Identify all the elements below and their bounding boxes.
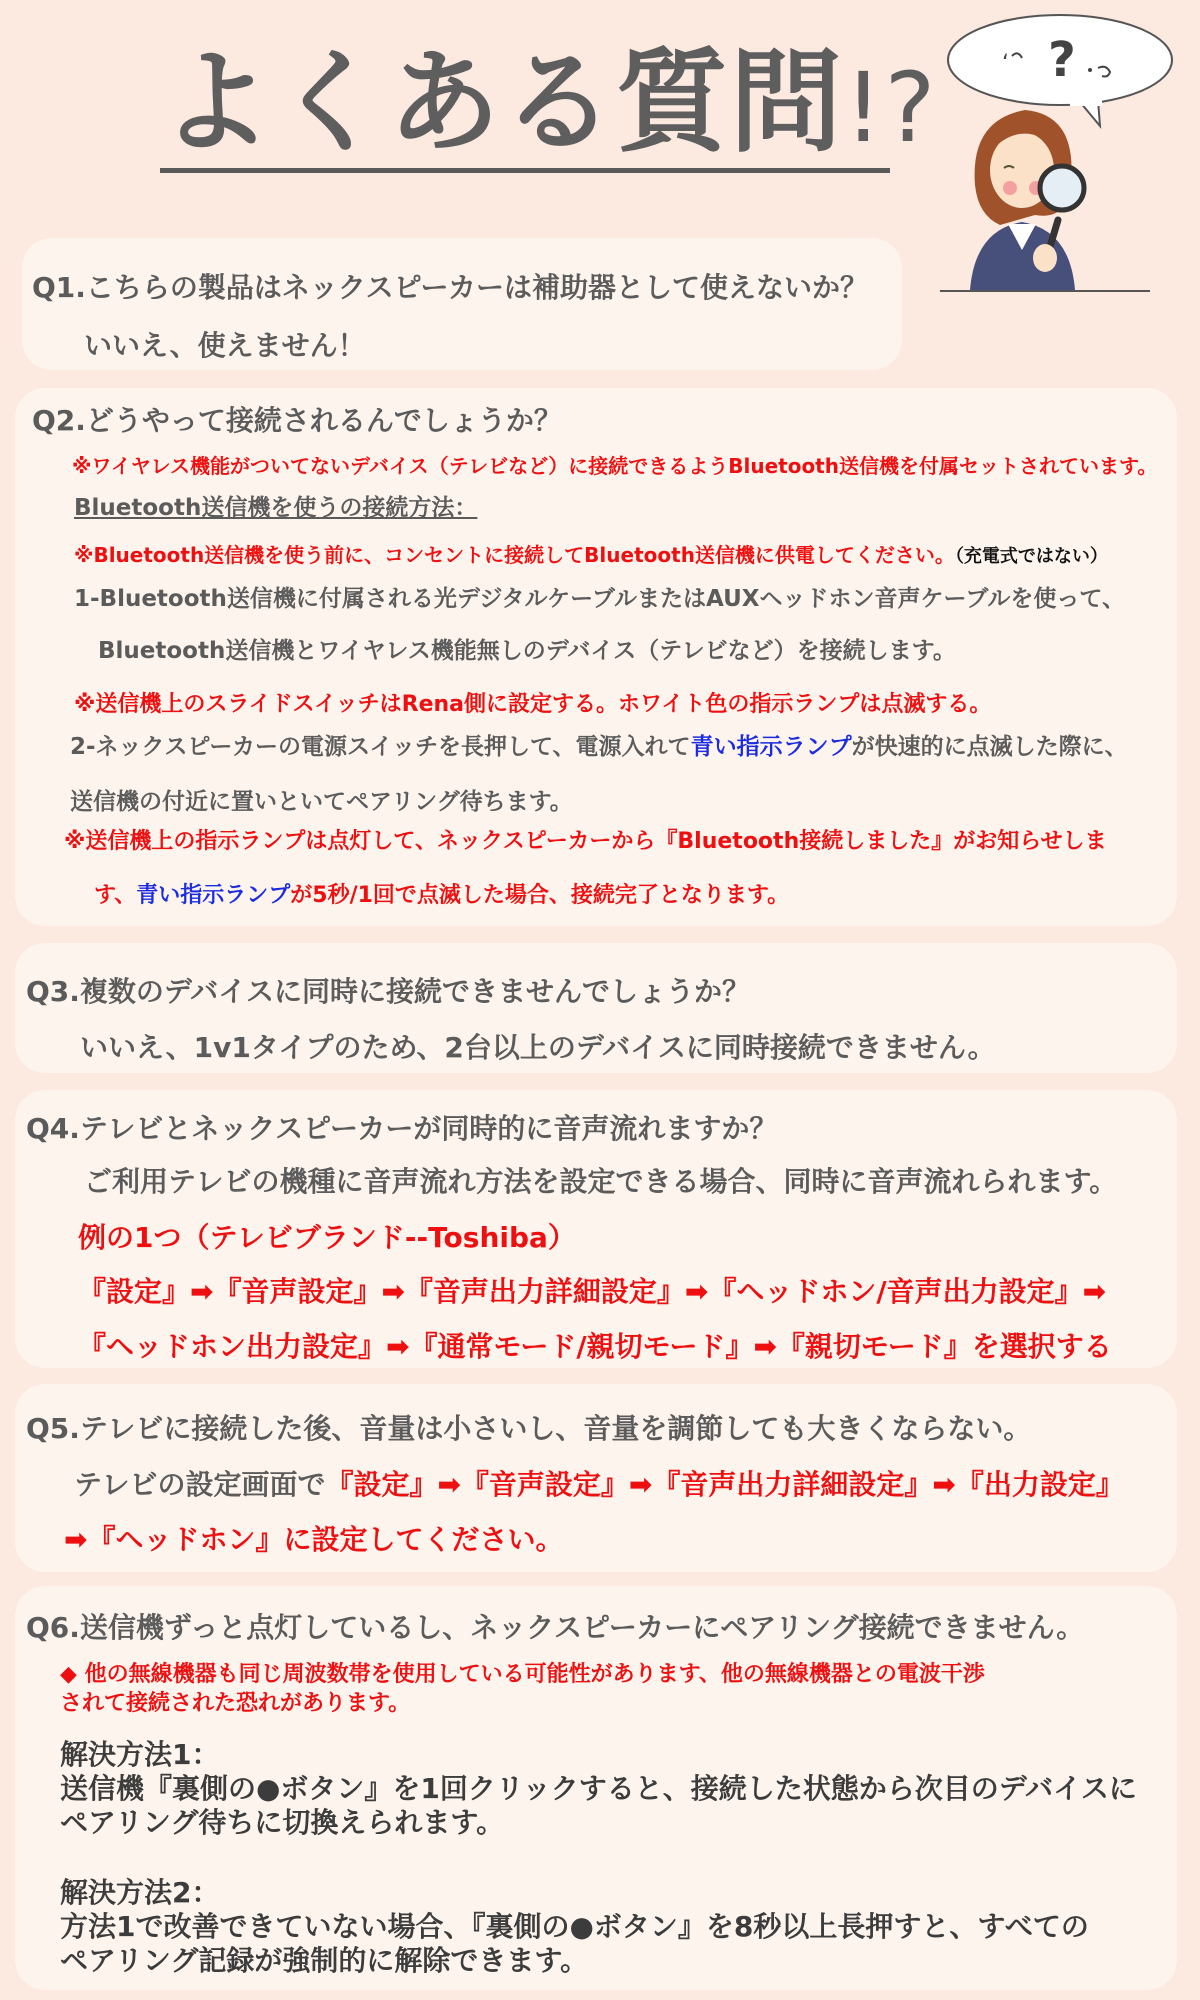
- q1-question: Q1.こちらの製品はネックスピーカーは補助器として使えないか？: [32, 271, 868, 304]
- woman-with-magnifier-illustration: [940, 10, 1190, 300]
- q2-step1-line1: 1-Bluetooth送信機に付属される光デジタルケーブルまたはAUXヘッドホン音声ケーブルを使って、: [74, 586, 1125, 612]
- q2-method-heading: Bluetooth送信機を使うの接続方法：: [74, 495, 478, 521]
- q4-example: 例の1つ（テレビブランド--Toshiba）: [78, 1221, 576, 1254]
- woman-figure: [970, 110, 1084, 290]
- page-title-text: よくある質問: [160, 38, 844, 168]
- q2-note-slide-switch: ※送信機上のスライドスイッチはRena側に設定する。ホワイト色の指示ランプは点滅する。: [74, 692, 992, 717]
- page-title-mark: !?: [844, 52, 938, 164]
- svg-text:ʻ: ʻ: [1002, 51, 1009, 76]
- q4-answer: ご利用テレビの機種に音声流れ方法を設定できる場合、同時に音声流れられます。: [84, 1165, 1118, 1198]
- q6-solution1-line2: ペアリング待ちに切換えられます。: [60, 1806, 505, 1839]
- q6-solution2-title: 解決方法2：: [60, 1876, 220, 1909]
- magnifier-icon: [1040, 166, 1084, 210]
- q2-note-complete-line1: ※送信機上の指示ランプは点灯して、ネックスピーカーから『Bluetooth接続しました』がお知らせしま: [64, 829, 1107, 854]
- q5-question: Q5.テレビに接続した後、音量は小さいし、音量を調節しても大きくならない。: [26, 1412, 1032, 1445]
- page-title: [160, 38, 938, 173]
- q2-step2-line1: 2-ネックスピーカーの電源スイッチを長押して、電源入れて青い指示ランプが快速的に点滅した際に、: [70, 734, 1128, 760]
- q2-note-power: ※Bluetooth送信機を使う前に、コンセントに接続してBluetooth送信機に供電してください。（充電式ではない）: [74, 543, 1108, 567]
- q6-question: Q6.送信機ずっと点灯しているし、ネックスピーカーにペアリング接続できません。: [26, 1611, 1085, 1644]
- q6-warning-line1: ◆ 他の無線機器も同じ周波数帯を使用している可能性があります、他の無線機器との電波干渉: [60, 1662, 985, 1687]
- q6-solution2-line1: 方法1で改善できていない場合、『裏側の●ボタン』を8秒以上長押すと、すべての: [60, 1910, 1089, 1943]
- q4-question: Q4.テレビとネックスピーカーが同時的に音声流れますか？: [26, 1112, 778, 1145]
- q5-answer-line1: テレビの設定画面で『設定』➡『音声設定』➡『音声出力詳細設定』➡『出力設定』: [74, 1468, 1124, 1501]
- q6-solution2-line2: ペアリング記録が強制的に解除できます。: [60, 1944, 589, 1977]
- q2-note-wireless: ※ワイヤレス機能がついてないデバイス（テレビなど）に接続できるようBluetooth送信機を付属セットされています。: [72, 454, 1158, 478]
- q2-note-complete-line2: す、青い指示ランプが5秒/1回で点滅した場合、接続完了となります。: [94, 883, 790, 908]
- question-mark-icon: ?: [1048, 32, 1076, 88]
- q1-answer: いいえ、使えません！: [84, 329, 366, 362]
- q5-answer-line2: ➡『ヘッドホン』に設定してください。: [64, 1523, 564, 1556]
- q3-answer: いいえ、1v1タイプのため、2台以上のデバイスに同時接続できません。: [80, 1031, 996, 1064]
- q6-solution1-line1: 送信機『裏側の●ボタン』を1回クリックすると、接続した状態から次目のデバイスに: [60, 1772, 1137, 1805]
- q4-setting-path-line2: 『ヘッドホン出力設定』➡『通常モード/親切モード』➡『親切モード』を選択する: [78, 1330, 1112, 1363]
- q2-question: Q2.どうやって接続されるんでしょうか？: [32, 404, 562, 437]
- q2-step1-line2: Bluetooth送信機とワイヤレス機能無しのデバイス（テレビなど）を接続します。: [98, 638, 956, 664]
- q4-setting-path-line1: 『設定』➡『音声設定』➡『音声出力詳細設定』➡『ヘッドホン/音声出力設定』➡: [78, 1275, 1107, 1308]
- thought-bubble: [948, 15, 1172, 126]
- q3-question: Q3.複数のデバイスに同時に接続できませんでしょうか？: [26, 975, 750, 1008]
- q6-solution1-title: 解決方法1：: [60, 1738, 220, 1771]
- q2-step2-line2: 送信機の付近に置いといてペアリング待ちます。: [70, 789, 573, 815]
- q6-warning-line2: されて接続された恐れがあります。: [60, 1691, 411, 1716]
